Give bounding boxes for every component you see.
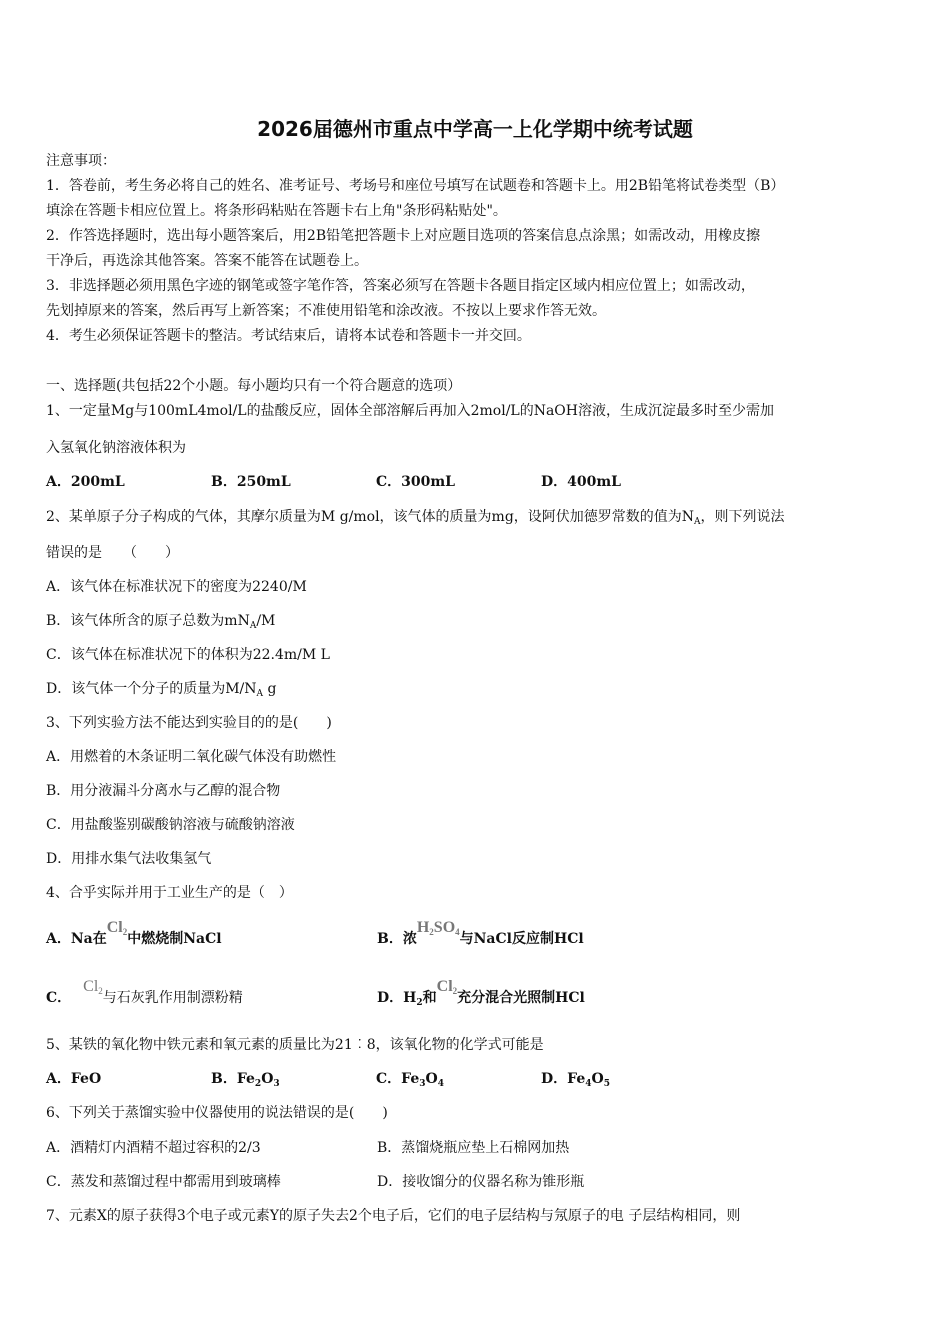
option-d[interactable] (541, 1070, 706, 1093)
option-b[interactable]: B．250mL (211, 474, 291, 490)
option-b[interactable]: B．用分液漏斗分离水与乙醇的混合物 (46, 783, 281, 799)
chem-symbol: Cl (436, 978, 453, 995)
notice-line: 填涂在答题卡相应位置上。将条形码粘贴在答题卡右上角"条形码粘贴处"。 (46, 203, 507, 219)
option-b-text-end: 与NaCl反应制HCl (459, 931, 584, 947)
option-a[interactable] (46, 919, 222, 952)
question-5-stem: 5、某铁的氧化物中铁元素和氧元素的质量比为21︰8，该氧化物的化学式可能是 (46, 1037, 544, 1053)
subscript: A (256, 689, 264, 699)
notice-line: 1．答卷前，考生务必将自己的姓名、准考证号、考场号和座位号填写在试题卷和答题卡上。用2B铅笔将试卷类型（B） (46, 178, 785, 194)
option-c[interactable] (376, 1070, 541, 1093)
subscript: 2 (452, 986, 458, 996)
subscript: 5 (603, 1079, 610, 1089)
chem-formula (83, 978, 103, 1000)
option-c-text: C．Fe (376, 1071, 420, 1087)
option-a-text: A．Na在 (46, 931, 107, 947)
subscript: A (249, 621, 257, 631)
notice-line: 4．考生必须保证答题卡的整洁。考试结束后，请将本试卷和答题卡一并交回。 (46, 328, 531, 344)
option-d[interactable] (377, 978, 585, 1012)
option-d-text: D．该气体一个分子的质量为M/N (46, 681, 257, 697)
option-d-text-end: 充分混合光照制HCl (457, 990, 585, 1006)
subscript: 3 (419, 1079, 426, 1089)
notice-line: 3．非选择题必须用黑色字迹的钢笔或签字笔作答，答案必须写在答题卡各题目指定区域内相应位置上；如需改动， (46, 278, 755, 294)
option-c-text: C． (46, 990, 72, 1006)
question-1-stem-cont: 入氢氧化钠溶液体积为 (46, 440, 186, 456)
subscript: 3 (273, 1079, 280, 1089)
option-b-text: B．浓 (377, 931, 417, 947)
option-b-text: B．该气体所含的原子总数为mN (46, 613, 250, 629)
option-a-text-end: 中燃烧制NaCl (127, 931, 222, 947)
option-d-text: D．Fe (541, 1071, 586, 1087)
question-2-text: 2、某单原子分子构成的气体，其摩尔质量为M g/mol，该气体的质量为mg，设阿伏加德罗常数的值为N (46, 509, 695, 525)
option-d[interactable]: D．400mL (541, 474, 622, 490)
subscript: 2 (122, 927, 128, 937)
option-d[interactable]: D．用排水集气法收集氢气 (46, 851, 212, 867)
subscript: 2 (416, 998, 423, 1008)
notice-line: 先划掉原来的答案，然后再写上新答案；不准使用铅笔和涂改液。不按以上要求作答无效。 (46, 303, 606, 319)
option-d-text-mid: O (591, 1071, 604, 1087)
page-title: 2026届德州市重点中学高一上化学期中统考试题 (257, 117, 693, 141)
option-a[interactable]: A．200mL (46, 474, 125, 490)
question-2-text-end: ，则下列说法 (700, 509, 785, 525)
question-1-stem: 1、一定量Mg与100mL4mol/L的盐酸反应，固体全部溶解后再加入2mol/L的NaOH溶液，生成沉淀最多时至少需加 (46, 403, 774, 419)
option-a[interactable]: A．该气体在标准状况下的密度为2240/M (46, 579, 307, 595)
option-b-text-mid: O (261, 1071, 274, 1087)
option-d[interactable] (46, 680, 276, 703)
question-7-stem: 7、元素X的原子获得3个电子或元素Y的原子失去2个电子后，它们的电子层结构与氖原子的电 子层结构相同，则 (46, 1208, 741, 1224)
notice-heading: 注意事项： (46, 153, 116, 169)
chem-symbol: H (416, 919, 430, 936)
option-b[interactable] (211, 1070, 376, 1093)
question-5-options (46, 1070, 706, 1093)
chem-symbol: SO (433, 919, 456, 936)
subscript: 4 (455, 927, 460, 937)
option-c-text-mid: O (425, 1071, 438, 1087)
option-a[interactable]: A．酒精灯内酒精不超过容积的2/3 (46, 1140, 261, 1156)
option-b[interactable] (377, 919, 584, 952)
option-d-text-end: g (263, 681, 277, 697)
option-d-text: D．H (377, 990, 417, 1006)
option-b-text-end: /M (256, 613, 276, 629)
option-b[interactable] (46, 612, 275, 635)
option-d-text-mid: 和 (422, 990, 437, 1006)
chem-formula (107, 919, 128, 941)
option-c[interactable]: C．300mL (376, 474, 456, 490)
subscript: 2 (254, 1079, 262, 1089)
notice-line: 2．作答选择题时，选出每小题答案后，用2B铅笔把答题卡上对应题目选项的答案信息点涂黑；如需改动，用橡皮擦 (46, 228, 761, 244)
subscript: 2 (98, 986, 103, 996)
question-3-stem: 3、下列实验方法不能达到实验目的的是( ) (46, 715, 332, 731)
chem-symbol: Cl (83, 978, 99, 995)
chem-formula (437, 978, 458, 1000)
chem-symbol: Cl (106, 919, 123, 936)
question-2-stem (46, 508, 785, 531)
question-1-options (46, 473, 706, 491)
subscript: 2 (429, 927, 434, 937)
notice-line: 干净后，再选涂其他答案。答案不能答在试题卷上。 (46, 253, 368, 269)
question-2-stem-cont: 错误的是 （ ） (46, 545, 179, 561)
question-4-stem: 4、合乎实际并用于工业生产的是（ ） (46, 885, 293, 901)
option-d[interactable]: D．接收馏分的仪器名称为锥形瓶 (377, 1174, 585, 1190)
option-b[interactable]: B．蒸馏烧瓶应垫上石棉网加热 (377, 1140, 570, 1156)
option-c-text-end: 与石灰乳作用制漂粉精 (102, 990, 243, 1006)
option-b-text: B．Fe (211, 1071, 255, 1087)
subscript: A (694, 517, 701, 527)
option-c[interactable]: C．蒸发和蒸馏过程中都需用到玻璃棒 (46, 1174, 281, 1190)
option-c[interactable]: C．用盐酸鉴别碳酸钠溶液与硫酸钠溶液 (46, 817, 295, 833)
section-heading: 一、选择题(共包括22个小题。每小题均只有一个符合题意的选项） (46, 378, 462, 394)
subscript: 4 (437, 1079, 444, 1089)
option-c[interactable] (46, 978, 243, 1011)
subscript: 4 (585, 1079, 592, 1089)
chem-formula (417, 919, 460, 941)
option-a[interactable]: A．FeO (46, 1071, 102, 1087)
question-6-stem: 6、下列关于蒸馏实验中仪器使用的说法错误的是( ) (46, 1105, 388, 1121)
option-a[interactable]: A．用燃着的木条证明二氧化碳气体没有助燃性 (46, 749, 337, 765)
option-c[interactable]: C．该气体在标准状况下的体积为22.4m/M L (46, 647, 330, 663)
